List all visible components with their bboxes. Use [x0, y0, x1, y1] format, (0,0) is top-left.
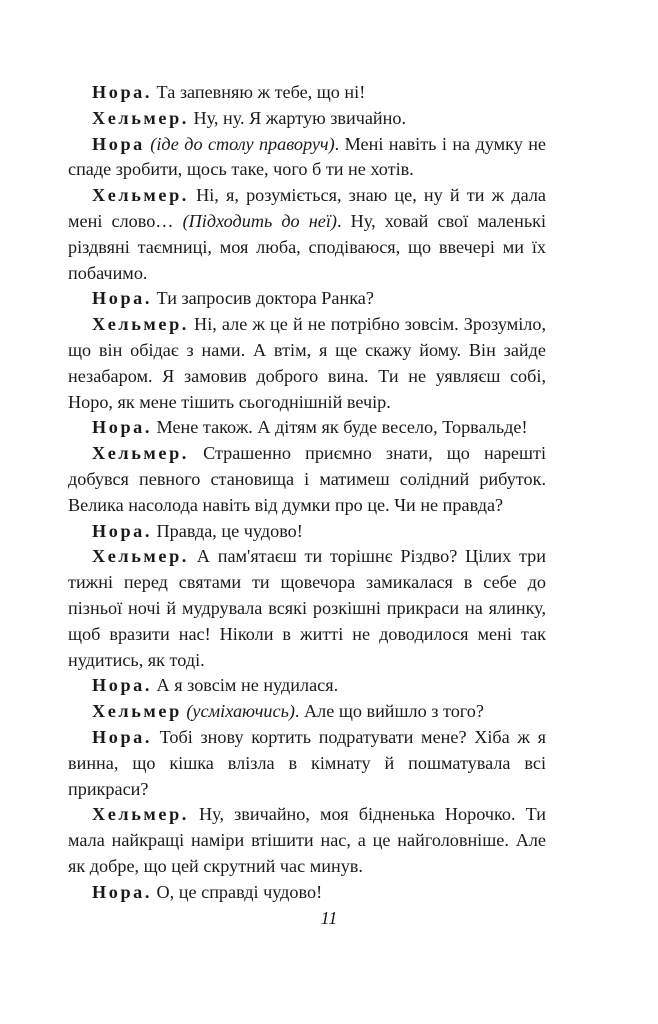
dialogue-line: Ні, але ж це й не потрібно зовсім. Зрозуміло, що він обідає з нами. А втім, я ще скажу йому. Він зайде незабаром. Я замовив доброго вина. Ти не уявляєш собі, Норо, як мене тішить сьогоднішній вечір.	[68, 314, 546, 412]
dialogue-paragraph	[68, 673, 546, 699]
speaker-name: Хельмер.	[92, 804, 189, 825]
dialogue-line: Ну, ну. Я жартую звичайно.	[188, 107, 407, 128]
dialogue-line: А пам'ятаєш ти торішнє Різдво? Цілих три тижні перед святами ти щовечора замикалася в себе до пізньої ночі й мудрувала всякі розкішні прикраси на ялинку, щоб вразити нас! Ніколи в житті не доводилося мені так нудитись, як тоді.	[68, 546, 546, 670]
dialogue-line: Правда, це чудово!	[152, 520, 303, 541]
dialogue-paragraph	[68, 880, 546, 906]
speaker-name: Нора.	[92, 417, 152, 438]
speaker-name: Нора.	[92, 726, 152, 747]
speaker-name: Нора.	[92, 881, 152, 902]
dialogue-paragraph	[68, 802, 546, 879]
dialogue-line: Та запевняю ж тебе, що ні!	[152, 82, 366, 102]
speaker-name: Хельмер.	[92, 314, 189, 335]
speaker-name: Нора	[92, 133, 145, 154]
dialogue-line: Страшенно приємно знати, що нарешті добувся певного становища і матимеш солідний рибуток. Велика насолода навіть від думки про це. Чи не правда?	[68, 443, 546, 515]
stage-direction: (усміхаючись)	[186, 701, 295, 722]
dialogue-paragraph	[68, 183, 546, 286]
dialogue-line: А я зовсім не нудилася.	[152, 675, 339, 696]
speaker-name: Хельмер	[92, 701, 182, 722]
page-number: 11	[320, 908, 338, 928]
dialogue-paragraph	[68, 286, 546, 312]
dialogue-paragraph	[68, 725, 546, 802]
dialogue-paragraph	[68, 415, 546, 441]
dialogue-line: Тобі знову кортить подратувати мене? Хіба ж я винна, що кішка влізла в кімнату й пошматувала всі прикраси?	[68, 726, 546, 799]
stage-direction: (іде до столу праворуч)	[150, 133, 335, 154]
dialogue-line: О, це справді чудово!	[152, 881, 323, 902]
dialogue-paragraph	[68, 441, 546, 518]
speaker-name: Нора.	[92, 675, 152, 696]
speaker-name: Хельмер.	[92, 107, 189, 128]
dialogue-text	[68, 80, 546, 906]
dialogue-paragraph	[68, 132, 546, 184]
dialogue-paragraph	[68, 80, 546, 106]
dialogue-line: Ну, звичайно, моя бідненька Норочко. Ти мала найкращі наміри втішити нас, а це найголовніше. Але як добре, що цей скрутний час минув.	[68, 804, 546, 876]
dialogue-paragraph	[68, 699, 546, 725]
speaker-name: Нора.	[92, 288, 152, 309]
dialogue-line: . Але що вийшло з того?	[294, 701, 484, 722]
stage-direction: (Підходить до неї)	[182, 210, 337, 231]
dialogue-line: Ні, я, розуміється, знаю це, ну й ти ж дала мені слово…	[68, 185, 546, 231]
dialogue-line: . Ну, ховай свої маленькі різдвяні таємниці, моя люба, сподіваюся, що ввечері ми їх побачимо.	[68, 210, 546, 283]
dialogue-paragraph	[68, 312, 546, 415]
dialogue-paragraph	[68, 519, 546, 545]
speaker-name: Хельмер.	[92, 185, 189, 206]
dialogue-line: . Мені навіть і на думку не спаде зробити, щось таке, чого б ти не хотів.	[68, 133, 547, 180]
speaker-name: Нора.	[92, 82, 152, 102]
speaker-name: Нора.	[92, 520, 152, 541]
dialogue-paragraph	[68, 544, 546, 673]
dialogue-line: Ти запросив доктора Ранка?	[152, 288, 374, 309]
speaker-name: Хельмер.	[92, 546, 189, 567]
dialogue-paragraph	[68, 106, 546, 132]
speaker-name: Хельмер.	[92, 443, 189, 464]
dialogue-line: Мене також. А дітям як буде весело, Торвальде!	[152, 417, 528, 438]
